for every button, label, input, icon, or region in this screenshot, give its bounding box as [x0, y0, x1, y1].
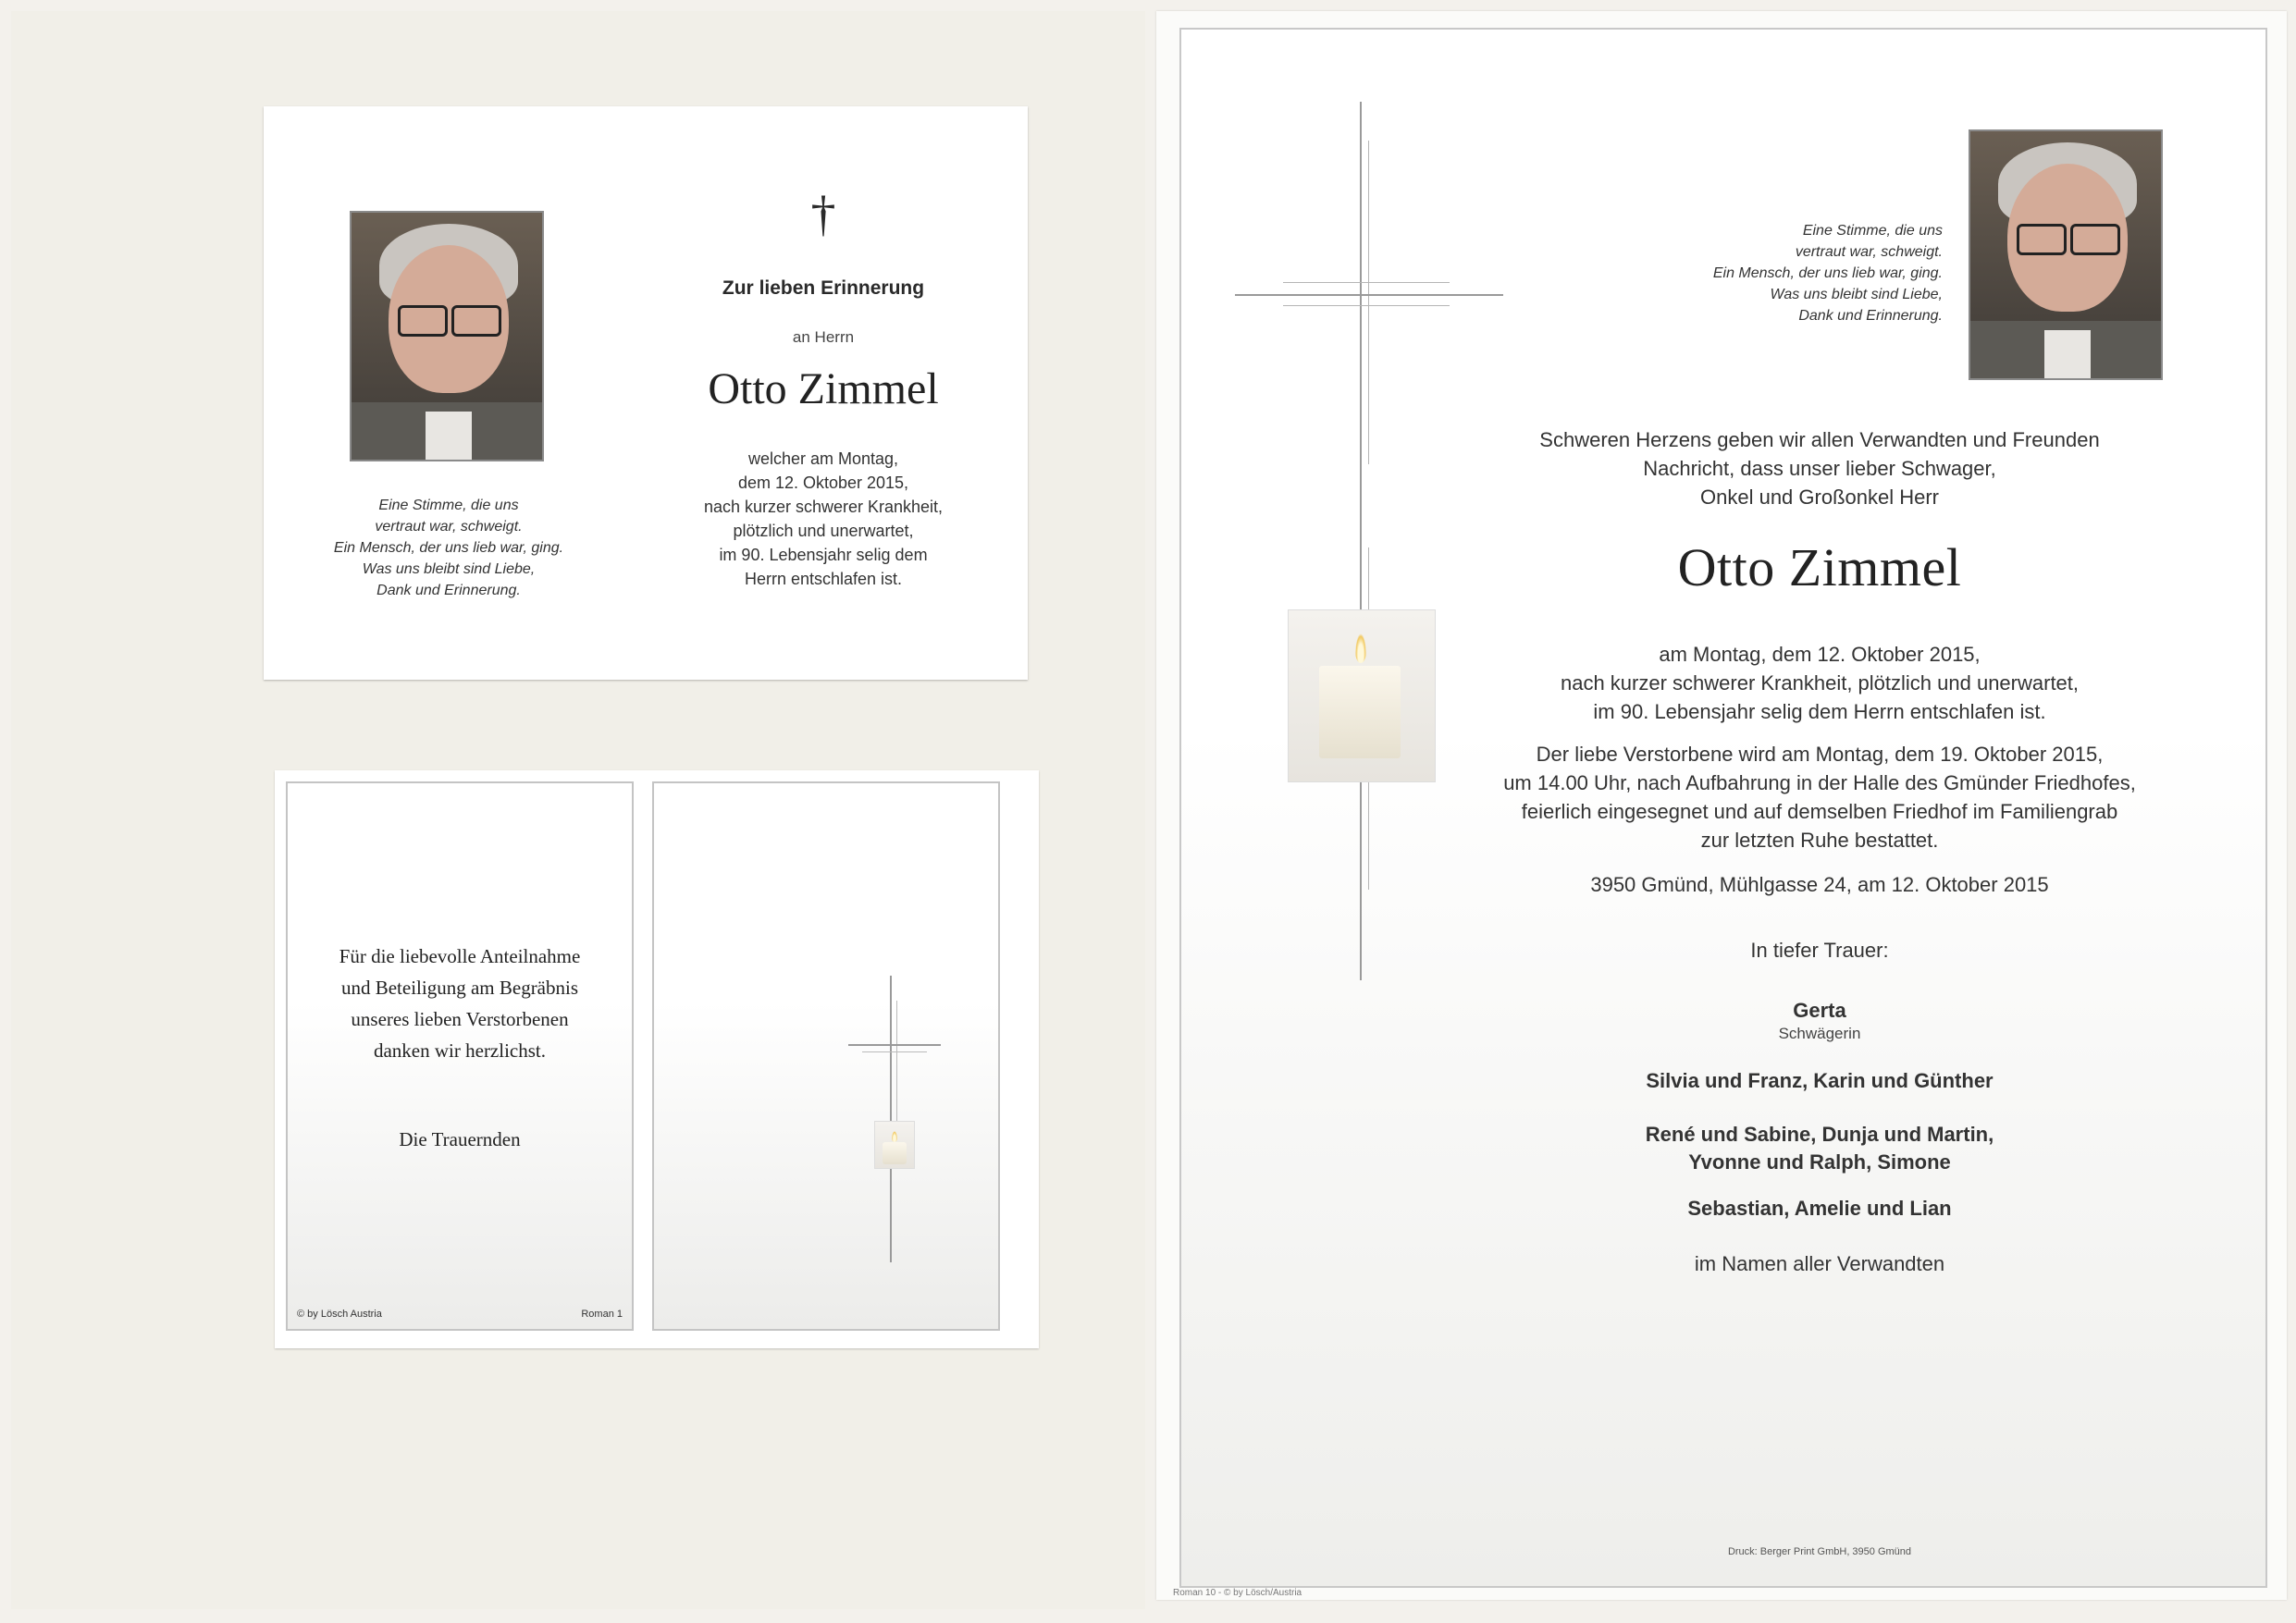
poem-line: Dank und Erinnerung. — [376, 583, 521, 598]
mourning-heading: In tiefer Trauer: — [1750, 939, 1889, 962]
death-notice — [1179, 28, 2267, 1588]
thanks-line: und Beteiligung am Begräbnis — [340, 977, 579, 999]
thanks-panel — [286, 781, 634, 1331]
thanks-line: Für die liebevolle Anteilnahme — [339, 945, 581, 967]
text-line: welcher am Montag, — [747, 449, 899, 468]
mourner-name: Silvia und Franz, Karin und Günther — [1646, 1069, 1994, 1092]
poem-line: Eine Stimme, die uns — [378, 498, 519, 513]
funeral-line: zur letzten Ruhe bestattet. — [1700, 829, 1939, 852]
card-heading: Zur lieben Erinnerung — [722, 277, 925, 299]
poem-line: Dank und Erinnerung. — [1798, 308, 1943, 324]
copyright: © by Lösch Austria — [297, 1309, 382, 1320]
mourner-role: Schwägerin — [1778, 1025, 1861, 1042]
intro-line: Onkel und Großonkel Herr — [1700, 486, 1939, 509]
poem — [1579, 220, 1943, 326]
poem-line: vertraut war, schweigt. — [1795, 244, 1943, 260]
deceased-name: Otto Zimmel — [708, 364, 939, 413]
mourner-line: Yvonne und Ralph, Simone — [1688, 1150, 1951, 1174]
mourner-line: René und Sabine, Dunja und Martin, — [1645, 1123, 1994, 1146]
poem-line: vertraut war, schweigt. — [375, 519, 523, 535]
text-line: plötzlich und unerwartet, — [733, 522, 914, 540]
intro-line: Nachricht, dass unser lieber Schwager, — [1643, 457, 1996, 480]
text-line: im 90. Lebensjahr selig dem — [719, 546, 928, 564]
design-code: Roman 10 - © by Lösch/Austria — [1173, 1588, 1302, 1598]
thanks-line: unseres lieben Verstorbenen — [351, 1008, 569, 1030]
intro-line: Schweren Herzens geben wir allen Verwandten und Freunden — [1539, 428, 2100, 451]
text-line: nach kurzer schwerer Krankheit, — [703, 498, 944, 516]
candle-image — [1288, 609, 1436, 782]
design-code: Roman 1 — [581, 1309, 623, 1320]
funeral-text — [1459, 740, 2180, 855]
deceased-name: Otto Zimmel — [1677, 537, 1962, 597]
cross-icon: † — [810, 186, 836, 241]
poem-line: Was uns bleibt sind Liebe, — [362, 561, 536, 577]
closing-text: im Namen aller Verwandten — [1694, 1252, 1945, 1275]
memorial-card — [264, 106, 1028, 680]
portrait-photo — [1969, 129, 2163, 380]
addressee: an Herrn — [792, 328, 855, 346]
funeral-line: feierlich eingesegnet und auf demselben Friedhof im Familiengrab — [1521, 800, 2118, 823]
poem-line: Eine Stimme, die uns — [1802, 223, 1943, 239]
place-date: 3950 Gmünd, Mühlgasse 24, am 12. Oktober 2015 — [1590, 873, 2049, 896]
signature: Die Trauernden — [399, 1128, 521, 1150]
poem-line: Was uns bleibt sind Liebe, — [1770, 287, 1943, 302]
poem-line: Ein Mensch, der uns lieb war, ging. — [333, 540, 564, 556]
death-line: im 90. Lebensjahr selig dem Herrn entschlafen ist. — [1593, 700, 2046, 723]
death-text — [1487, 640, 2153, 726]
mourner-group — [1487, 1121, 2153, 1176]
death-line: am Montag, dem 12. Oktober 2015, — [1659, 643, 1981, 666]
text-line: Herrn entschlafen ist. — [744, 570, 903, 588]
funeral-line: Der liebe Verstorbene wird am Montag, dem 19. Oktober 2015, — [1536, 743, 2104, 766]
printer-credit: Druck: Berger Print GmbH, 3950 Gmünd — [1727, 1546, 1912, 1557]
thanks-line: danken wir herzlichst. — [373, 1039, 547, 1062]
poem-line: Ein Mensch, der uns lieb war, ging. — [1712, 265, 1943, 281]
intro-text — [1487, 425, 2153, 511]
funeral-line: um 14.00 Uhr, nach Aufbahrung in der Halle des Gmünder Friedhofes, — [1503, 771, 2136, 794]
mourner-name: Sebastian, Amelie und Lian — [1687, 1197, 1952, 1220]
text-line: dem 12. Oktober 2015, — [737, 473, 909, 492]
thanks-text — [288, 941, 632, 1066]
mourner-name: Gerta — [1793, 999, 1846, 1022]
card-text — [643, 447, 1004, 591]
portrait-photo — [350, 211, 544, 461]
death-line: nach kurzer schwerer Krankheit, plötzlich und unerwartet, — [1560, 671, 2080, 695]
poem — [301, 495, 597, 601]
thank-you-card — [275, 770, 1039, 1348]
cross-panel — [652, 781, 1000, 1331]
candle-image — [874, 1121, 915, 1169]
